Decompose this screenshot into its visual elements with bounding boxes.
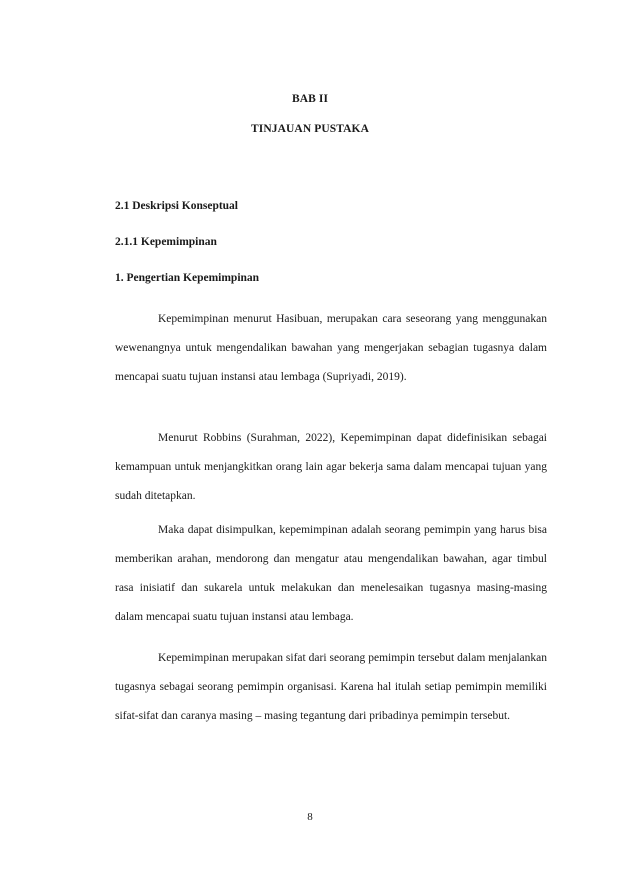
chapter-title: TINJAUAN PUSTAKA [251,123,369,135]
page-number: 8 [307,811,313,823]
paragraph-2: Menurut Robbins (Surahman, 2022), Kepemimpinan dapat didefinisikan sebagai kemampuan untuk menjangkitkan orang lain agar bekerja sama dalam mencapai tujuan yang sudah ditetapkan. [115,432,547,502]
item-heading: 1. Pengertian Kepemimpinan [115,272,260,284]
paragraph-1: Kepemimpinan menurut Hasibuan, merupakan cara seseorang yang menggunakan wewenangnya untuk mengendalikan bawahan yang mengerjakan sebagian tugasnya dalam mencapai suatu tujuan instansi atau lembaga (Supriyadi, 2019). [115,313,547,383]
paragraph-3: Maka dapat disimpulkan, kepemimpinan adalah seorang pemimpin yang harus bisa memberikan arahan, mendorong dan mengatur atau mengendalikan bawahan, agar timbul rasa inisiatif dan sukarela untuk melakukan dan menelesaikan tugasnya masing-masing dalam mencapai suatu tujuan instansi atau lembaga. [115,524,547,623]
subsection-heading: 2.1.1 Kepemimpinan [115,236,217,248]
paragraph-4: Kepemimpinan merupakan sifat dari seorang pemimpin tersebut dalam menjalankan tugasnya sebagai seorang pemimpin organisasi. Karena hal itulah setiap pemimpin memiliki sifat-sifat dan caranya masing – masing tegantung dari pribadinya pemimpin tersebut. [115,652,547,722]
chapter-number: BAB II [291,93,329,105]
section-heading: 2.1 Deskripsi Konseptual [115,200,239,212]
